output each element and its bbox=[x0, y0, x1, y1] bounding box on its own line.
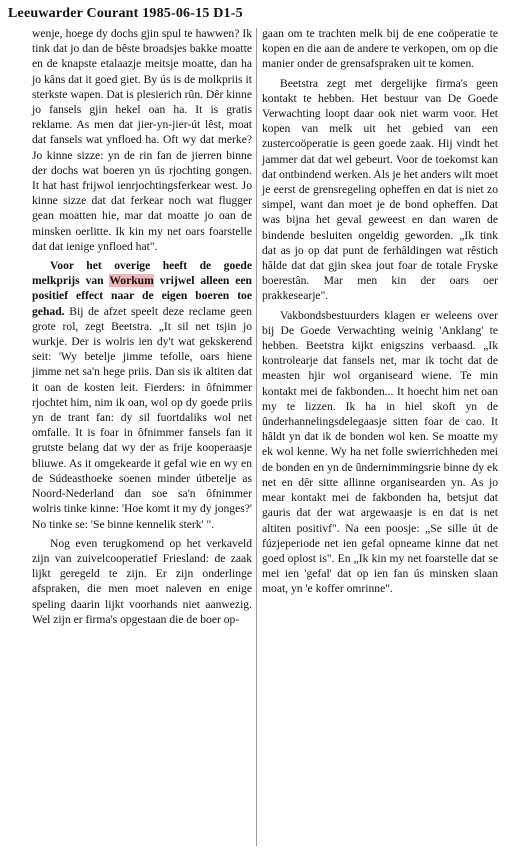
left-paragraph-2-lead-a: Voor het overige heeft de goede melkprijs van bbox=[32, 259, 252, 288]
right-paragraph-1: gaan om te trachten melk bij de ene coöperatie te kopen en die aan de andere te verkopen, om op die manier onder de grensafspraken uit te komen. bbox=[262, 27, 498, 71]
left-paragraph-2-lead-b: vrijwel alleen een positief effect naar de eigen boeren toe gehad. bbox=[32, 274, 252, 318]
right-column bbox=[262, 26, 498, 597]
left-paragraph-1: wenje, hoege dy dochs gjin spul te hawwen? Ik tink dat jo dan de bêste broadsjes bakke moatte en de knapste etalaazje meitsje moatte, dan ha jo kâns dat it goed giet. By ús is de molkpriis it sterkste wapen. Dat is plesierich rûn. Dêr kinne jo fansels gjin hekel oan ha. It is gratis reklame. As men dat jier-yn-jier-út lêst, moat dat fansels wat ynfloed ha. Oft wy dat merke? Jo kinne sizze: yn de rin fan de jierren binne der dochs wat boeren yn ús rjochting gongen. It hat hast frijwol ienrjochtingsferkear west. Jo kinne sizze dat dat ferkear noch wat flugger gean moatten hie, mar dat moatte jo oan de minsken oerlitte. Ik kin my net oars foarstelle dat dat ienige ynfloed hat". bbox=[32, 27, 252, 253]
page-header: Leeuwarder Courant 1985-06-15 D1-5 bbox=[8, 6, 243, 21]
left-paragraph-2-rest: Bij de afzet speelt deze reclame geen grote rol, zegt Beetstra. „It sil net tsjin jo wurkje. Der is wolris ien dy't wat gekskerend seit: 'Wy betelje jimme tefolle, oars hiene jimme net sa'n hege priis. Dan sis ik altiten dat it oan de kosten leit. Fierders: in ôfnimmer rjochtet him, nim ik oan, wol op dy goede priis yn de trant fan: dy sil fuortdaliks wol net omfalle. It is foar in ôfnimmer fansels fan it grutste belang dat wy der as frije kooperaasje bliuwe. As it omgekearde it gefal wie en wy en de Súdeasthoeke soenen minder útbetelje as Noord-Nederland dan soe sa'n ôfnimmer wolris tinke kinne: 'Hoe komt it my dy jonges?' No tinke se: 'Se binne kennelik sterk' ". bbox=[32, 304, 252, 531]
highlighted-word: Workum bbox=[109, 274, 154, 288]
left-column bbox=[32, 26, 252, 627]
right-paragraph-2: Beetstra zegt met dergelijke firma's geen kontakt te hebben. Het bestuur van De Goede Verwachting loopt daar ook niet warm voor. Het kopen van melk uit het gebied van een zustercoöperatie is geen goede zaak. Hij vindt het jammer dat dat wel gebeurt. Voor de toekomst kan dat ontbindend werken. Als je het anders wilt moet je eerst de grensregeling opheffen en dat is niet zo simpel, want dan moet je de bond opheffen. Dat was bijna het geval geweest en dan waren de bindende besluiten ongeldig geworden. „Ik tink dat as jo op dat punt de ferhâldingen wat rêstich hâlde dat dat gjin skea jout foar de totale Fryske boerestân. Mar men kin der oars oer prakkesearje". bbox=[262, 76, 499, 303]
left-paragraph-2 bbox=[32, 258, 252, 532]
right-paragraph-3: Vakbondsbestuurders klagen er weleens over bij De Goede Verwachting weinig 'Anklang' te hebben. Beetstra kijkt enigszins verbaasd. „Ik kontrolearje dat fansels net, mar ik tocht dat de measten hjir wol organiseard wiene. Te min kontakt mei de fakbonden... It hoecht him net oan my te lizzen. Ik ha in hiel skoft yn de ûnderhannelingsdelegaasje sitten foar de cao. It hâldt yn dat ik de bonden wol ken. Se moatte my ek wol kenne. Wy ha net folle swierrichheden mei de bonden en yn de ûndernimmingsrie binne dy ek net en dêr sitte allinne organisearden yn. As jo mear kontakt mei de fakbonden ha, betsjut dat gauris dat der wat argewaasje is en dat is net altiten positivf". Na een poosje: „Se sille út de fúzjeperiode net ien gefal opneame kinne dat net goed oplost is". En „Ik kin my net foarstelle dat se mei ien 'gefal' dat op ien fan ús minsken slaan moat, yn 'e koffer omrinne". bbox=[262, 308, 498, 596]
column-divider bbox=[256, 28, 257, 846]
left-paragraph-3: Nog even terugkomend op het verkaveld zijn van zuivelcooperatief Friesland: de zaak lijkt geregeld te zijn. Er zijn onderlinge afspraken, die men moet naleven en enige speling daarin lijkt voorhands niet aanwezig. Wel zijn er firma's opgestaan die de boer op- bbox=[32, 536, 252, 626]
